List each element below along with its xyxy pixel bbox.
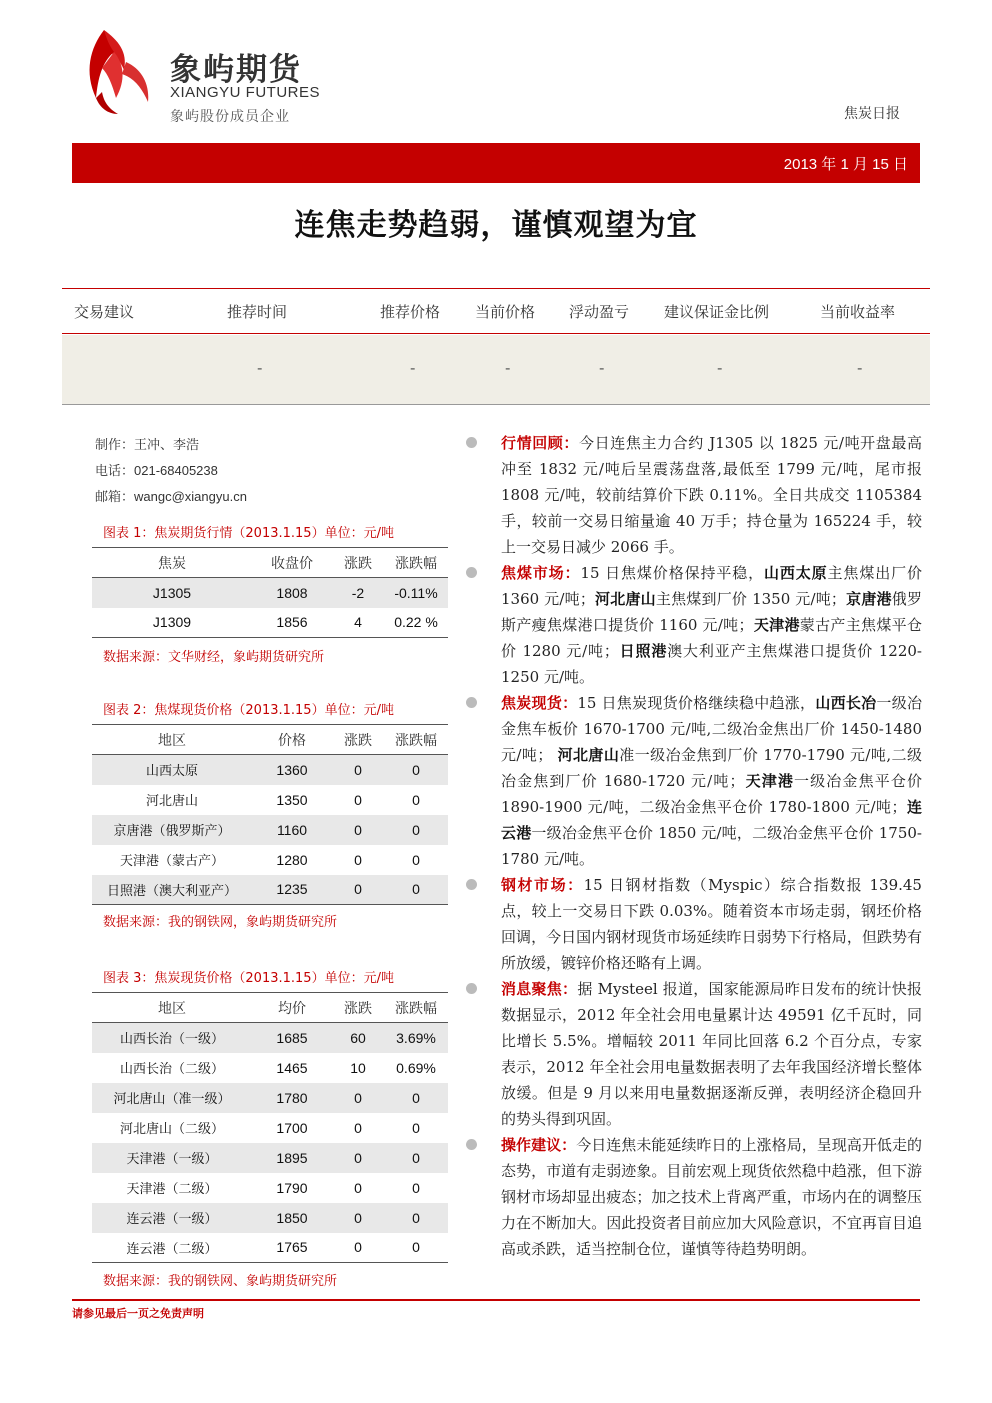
table2-source: 数据来源：我的钢铁网，象屿期货研究所 bbox=[103, 915, 338, 930]
table-cell: 0.22 % bbox=[394, 614, 438, 631]
bullet-icon bbox=[466, 879, 477, 890]
table-cell: 1850 bbox=[276, 1209, 308, 1226]
section-text: 蒙古产主焦煤平仓价 1280 元/吨； bbox=[501, 616, 922, 660]
table-cell: 4 bbox=[354, 614, 362, 631]
section-text: 15 日钢材指数（Myspic）综合指数报 139.45 点，较上一交易日下跌 0.03%。随着资本市场走弱，钢坯价格回调，今日国内钢材现货市场延续昨日弱势下行格局，但跌势有所放缓，镀锌价格还略有上调。 bbox=[501, 876, 922, 972]
table-cell: 0 bbox=[412, 821, 420, 838]
rec-value-cell: - bbox=[599, 359, 605, 377]
logo-subtitle: 象屿股份成员企业 bbox=[170, 109, 290, 125]
table-cell: 1235 bbox=[276, 881, 308, 898]
highlighted-location: 河北唐山 bbox=[557, 746, 620, 764]
table-cell: 0 bbox=[412, 1209, 420, 1226]
footer-rule bbox=[72, 1299, 920, 1301]
coke-spot-table bbox=[92, 992, 448, 1263]
email-label: 邮箱： bbox=[95, 490, 135, 505]
table-row bbox=[92, 1233, 448, 1263]
section-heading: 操作建议： bbox=[501, 1136, 577, 1154]
table-cell: 0 bbox=[354, 1119, 362, 1136]
table-cell: 山西长治（一级） bbox=[119, 1032, 224, 1048]
table-cell: 0 bbox=[412, 1149, 420, 1166]
report-date: 2013 年 1 月 15 日 bbox=[783, 156, 908, 173]
table-cell: 1856 bbox=[276, 614, 308, 631]
section-heading: 消息聚焦： bbox=[501, 980, 578, 998]
table-row bbox=[92, 1173, 448, 1203]
table-cell: 0 bbox=[354, 1239, 362, 1256]
section-text: 主焦煤出厂价 1360 元/吨； bbox=[501, 564, 922, 608]
table-row bbox=[92, 1083, 448, 1113]
rec-header-cell: 交易建议 bbox=[74, 303, 135, 321]
table-header-cell: 涨跌 bbox=[344, 1000, 372, 1017]
table-cell: 10 bbox=[350, 1059, 366, 1076]
table-header-cell: 涨跌幅 bbox=[395, 555, 437, 572]
recommendation-value-row bbox=[62, 335, 930, 405]
rec-header-cell: 当前价格 bbox=[475, 303, 536, 321]
email-address: wangc@xiangyu.cn bbox=[134, 489, 247, 504]
table-cell: 3.69% bbox=[396, 1029, 436, 1046]
rec-header-cell: 推荐时间 bbox=[227, 303, 288, 321]
date-banner bbox=[72, 143, 920, 183]
table-cell: 0 bbox=[354, 851, 362, 868]
logo-english-name: XIANGYU FUTURES bbox=[170, 84, 321, 101]
rec-value-cell: - bbox=[410, 359, 416, 377]
coking-coal-spot-table bbox=[92, 724, 448, 905]
author-names: 王冲、李浩 bbox=[134, 438, 200, 453]
table-header-cell: 涨跌幅 bbox=[395, 732, 437, 749]
table-cell: 天津港（二级） bbox=[126, 1182, 218, 1197]
phone-label: 电话： bbox=[95, 464, 135, 479]
section-heading: 行情回顾： bbox=[501, 434, 580, 452]
recommendation-header-row bbox=[62, 289, 930, 334]
highlighted-location: 河北唐山 bbox=[594, 590, 656, 608]
table-cell: 0 bbox=[412, 1179, 420, 1196]
table-cell: 60 bbox=[350, 1029, 366, 1046]
table-header-cell: 收盘价 bbox=[271, 555, 313, 572]
commentary-section bbox=[466, 976, 922, 1132]
table-cell: 河北唐山（准一级） bbox=[113, 1092, 231, 1107]
table-header-row bbox=[92, 548, 448, 578]
table-cell: 1280 bbox=[276, 851, 308, 868]
phone-number: 021-68405238 bbox=[134, 463, 218, 478]
table-cell: 0 bbox=[412, 851, 420, 868]
table-cell: 0 bbox=[412, 761, 420, 778]
rec-value-cell: - bbox=[505, 359, 511, 377]
table3-title: 图表 3：焦炭现货价格（2013.1.15）单位：元/吨 bbox=[103, 971, 394, 986]
table-cell: 河北唐山（二级） bbox=[119, 1122, 224, 1137]
table-header-cell: 涨跌 bbox=[344, 732, 372, 749]
futures-quote-table bbox=[92, 547, 448, 638]
highlighted-location: 山西太原 bbox=[764, 564, 828, 582]
commentary-section bbox=[466, 690, 922, 872]
table-cell: 1465 bbox=[276, 1059, 308, 1076]
table-cell: 天津港（一级） bbox=[126, 1152, 218, 1167]
commentary-section bbox=[466, 560, 922, 690]
table-cell: 0 bbox=[354, 1149, 362, 1166]
table-cell: 河北唐山 bbox=[145, 794, 198, 809]
logo-emblem-icon bbox=[78, 22, 173, 132]
company-logo bbox=[78, 22, 328, 132]
section-text: 15 日焦炭现货价格继续稳中趋涨， bbox=[577, 694, 816, 712]
report-type: 焦炭日报 bbox=[844, 106, 900, 122]
section-heading: 焦炭现货： bbox=[501, 694, 578, 712]
table-cell: 1790 bbox=[276, 1179, 308, 1196]
table-cell: 0 bbox=[354, 1089, 362, 1106]
logo-chinese-name: 象屿期货 bbox=[170, 52, 302, 88]
section-text: 据 Mysteel 报道，国家能源局昨日发布的统计快报数据显示，2012 年全社会用电量累计达 49591 亿千瓦时，同比增长 5.5%。增幅较 2011 年同比回落 6.2 个百分点，专家表示，2012 年全社会用电量数据表明了去年我国经济增长整体放缓。但是 9 月以来用电量数据逐渐反弹，表明经济企稳回升的势头得到巩固。 bbox=[501, 980, 922, 1128]
highlighted-location: 京唐港 bbox=[845, 590, 892, 608]
table-header-cell: 涨跌幅 bbox=[395, 1000, 437, 1017]
table-cell: 京唐港（俄罗斯产） bbox=[113, 824, 231, 839]
table-cell: 连云港（二级） bbox=[126, 1241, 218, 1257]
table2-title: 图表 2：焦煤现货价格（2013.1.15）单位：元/吨 bbox=[103, 703, 394, 718]
email-line bbox=[95, 486, 247, 505]
page-title: 连焦走势趋弱，谨慎观望为宜 bbox=[294, 208, 698, 243]
table-cell: 1160 bbox=[276, 821, 308, 838]
bullet-icon bbox=[466, 1139, 477, 1150]
table-row bbox=[92, 608, 448, 638]
table-cell: 1350 bbox=[276, 791, 308, 808]
table-cell: 1360 bbox=[276, 761, 308, 778]
section-text: 澳大利亚产主焦煤港口提货价 1220-1250 元/吨。 bbox=[501, 642, 922, 686]
rec-value-cell: - bbox=[857, 359, 863, 377]
table-cell: 0 bbox=[412, 1239, 420, 1256]
highlighted-location: 天津港 bbox=[753, 616, 800, 634]
commentary-section bbox=[466, 1132, 922, 1262]
section-heading: 钢材市场： bbox=[501, 876, 584, 894]
table-header-cell: 焦炭 bbox=[158, 555, 186, 572]
section-text: 今日连焦主力合约 J1305 以 1825 元/吨开盘最高冲至 1832 元/吨后呈震荡盘落,最低至 1799 元/吨，尾市报 1808 元/吨，较前结算价下跌 0.11%。全日共成交 1105384 手，较前一交易日缩量逾 40 万手；持仓量为 165224 手，较上一交易日减少 2066 手。 bbox=[501, 434, 922, 556]
table1-source: 数据来源：文华财经，象屿期货研究所 bbox=[103, 650, 325, 665]
table3-source: 数据来源：我的钢铁网、象屿期货研究所 bbox=[103, 1274, 338, 1289]
table-cell: 0 bbox=[354, 1179, 362, 1196]
section-text: 一级冶金焦平仓价 1850 元/吨，二级冶金焦平仓价 1750-1780 元/吨。 bbox=[501, 824, 922, 868]
highlighted-location: 山西长冶 bbox=[815, 694, 877, 712]
table-cell: 0 bbox=[354, 881, 362, 898]
table-cell: 连云港（一级） bbox=[126, 1212, 218, 1227]
table-header-cell: 价格 bbox=[278, 732, 306, 749]
market-commentary bbox=[466, 430, 922, 1262]
table-cell: 0 bbox=[412, 1089, 420, 1106]
table-row bbox=[92, 785, 448, 815]
rec-header-cell: 浮动盈亏 bbox=[569, 303, 630, 321]
table-row bbox=[92, 1023, 448, 1053]
commentary-section bbox=[466, 430, 922, 560]
table-row bbox=[92, 815, 448, 845]
table-cell: 0 bbox=[354, 821, 362, 838]
rec-header-cell: 建议保证金比例 bbox=[664, 303, 770, 321]
author-label: 制作： bbox=[95, 438, 135, 453]
table-row bbox=[92, 875, 448, 905]
table-cell: 0 bbox=[354, 1209, 362, 1226]
table-cell: 1700 bbox=[276, 1119, 308, 1136]
section-text: 准一级冶金焦到厂价 1770-1790 元/吨,二级冶金焦到厂价 1680-1720 元/吨； bbox=[501, 746, 922, 790]
table-row bbox=[92, 755, 448, 785]
author-line bbox=[95, 434, 199, 453]
table-header-cell: 涨跌 bbox=[344, 555, 372, 572]
table-cell: 0 bbox=[354, 791, 362, 808]
table-row bbox=[92, 1053, 448, 1083]
table-row bbox=[92, 1113, 448, 1143]
table-cell: -0.11% bbox=[394, 584, 438, 601]
highlighted-location: 天津港 bbox=[744, 772, 795, 790]
table-header-row bbox=[92, 725, 448, 755]
highlighted-location: 日照港 bbox=[618, 642, 668, 660]
table1-title: 图表 1：焦炭期货行情（2013.1.15）单位：元/吨 bbox=[103, 526, 394, 541]
table-cell: 日照港（澳大利亚产） bbox=[106, 883, 237, 899]
section-text: 15 日焦煤价格保持平稳， bbox=[580, 564, 764, 582]
bullet-icon bbox=[466, 437, 477, 448]
section-heading: 焦煤市场： bbox=[501, 564, 581, 582]
table-cell: -2 bbox=[351, 584, 365, 601]
table-cell: J1309 bbox=[152, 614, 192, 631]
bullet-icon bbox=[466, 567, 477, 578]
table-cell: 0 bbox=[412, 791, 420, 808]
table-cell: 0 bbox=[412, 881, 420, 898]
section-text: 今日连焦未能延续昨日的上涨格局，呈现高开低走的态势，市道有走弱迹象。目前宏观上现货依然稳中趋涨，但下游钢材市场却显出疲态；加之技术上背离严重，市场内在的调整压力在不断加大。因此投资者目前应加大风险意识，不宜再盲目追高或杀跌，适当控制仓位，谨慎等待趋势明朗。 bbox=[501, 1136, 922, 1258]
table-cell: 1685 bbox=[276, 1029, 308, 1046]
section-text: 主焦煤到厂价 1350 元/吨； bbox=[655, 590, 846, 608]
table-cell: 1895 bbox=[276, 1149, 308, 1166]
section-text: 俄罗斯产瘦焦煤港口提货价 1160 元/吨； bbox=[501, 590, 922, 634]
commentary-section bbox=[466, 872, 922, 976]
disclaimer-note: 请参见最后一页之免责声明 bbox=[72, 1307, 204, 1320]
table-cell: 0.69% bbox=[396, 1059, 436, 1076]
table-cell: 1808 bbox=[276, 584, 308, 601]
table-header-cell: 均价 bbox=[278, 1000, 306, 1017]
highlighted-location: 连云港 bbox=[501, 798, 922, 842]
table-row bbox=[92, 578, 448, 608]
table-header-cell: 地区 bbox=[158, 732, 186, 749]
table-cell: 1780 bbox=[276, 1089, 308, 1106]
table-cell: 山西太原 bbox=[145, 764, 198, 780]
rec-header-cell: 推荐价格 bbox=[380, 303, 441, 321]
rec-value-cell: - bbox=[717, 359, 723, 377]
table-header-row bbox=[92, 993, 448, 1023]
rec-value-cell: - bbox=[257, 359, 263, 377]
table-cell: 1765 bbox=[276, 1239, 308, 1256]
table-cell: 天津港（蒙古产） bbox=[119, 854, 224, 869]
table-cell: 山西长治（二级） bbox=[119, 1062, 224, 1077]
table-row bbox=[92, 1143, 448, 1173]
bullet-icon bbox=[466, 983, 477, 994]
table-cell: 0 bbox=[412, 1119, 420, 1136]
table-row bbox=[92, 1203, 448, 1233]
section-text: 一级冶金焦平仓价 1890-1900 元/吨，二级冶金焦平仓价 1780-1800 元/吨； bbox=[501, 772, 922, 816]
table-cell: J1305 bbox=[152, 584, 192, 601]
rec-header-cell: 当前收益率 bbox=[820, 303, 896, 321]
table-header-cell: 地区 bbox=[158, 1000, 186, 1017]
phone-line bbox=[95, 460, 218, 479]
section-text: 一级冶金焦车板价 1670-1700 元/吨,二级冶金焦出厂价 1450-1480 元/吨； bbox=[501, 694, 922, 764]
table-row bbox=[92, 845, 448, 875]
bullet-icon bbox=[466, 697, 477, 708]
table-cell: 0 bbox=[354, 761, 362, 778]
